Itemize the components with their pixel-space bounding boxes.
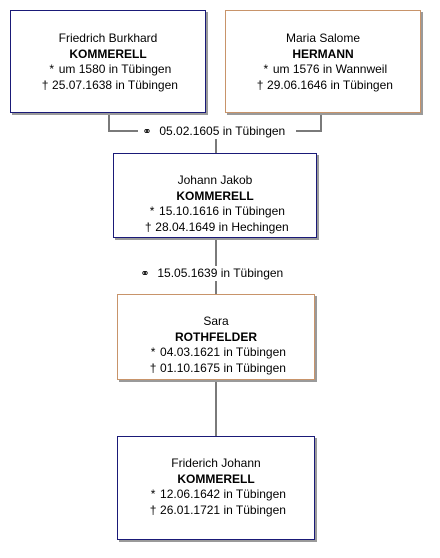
death-line — [114, 220, 316, 236]
connector-p1-down — [108, 113, 110, 131]
birth-line — [114, 204, 316, 220]
connector-to-p3 — [215, 137, 217, 153]
surname: KOMMERELL — [176, 188, 254, 203]
birth-date-place: um 1580 in Tübingen — [58, 62, 172, 76]
death-cross-icon: † — [149, 502, 157, 517]
connector-p4-p5 — [215, 380, 217, 436]
birth-line — [226, 62, 420, 78]
birth-symbol-icon: * — [49, 62, 55, 76]
surname: KOMMERELL — [69, 46, 147, 61]
marriage-date-place: 05.02.1605 in Tübingen — [159, 124, 286, 138]
death-date-place: 25.07.1638 in Tübingen — [52, 77, 178, 92]
death-cross-icon: † — [149, 360, 157, 375]
death-cross-icon: † — [256, 77, 264, 92]
connector-p2-down — [320, 113, 322, 131]
birth-symbol-icon: * — [263, 62, 269, 76]
given-name: Friderich Johann — [171, 456, 261, 470]
person-card-maria-salome[interactable] — [225, 10, 421, 113]
death-date-place: 01.10.1675 in Tübingen — [160, 360, 286, 375]
given-name: Sara — [203, 314, 229, 328]
death-date-place: 29.06.1646 in Tübingen — [267, 77, 393, 92]
given-name: Friedrich Burkhard — [58, 31, 158, 45]
birth-line — [118, 487, 314, 503]
surname: ROTHFELDER — [175, 329, 257, 344]
marriage-rings-icon: ⚭ — [140, 268, 150, 280]
marriage-rings-icon: ⚭ — [142, 126, 152, 138]
death-date-place: 28.04.1649 in Hechingen — [155, 219, 289, 234]
death-line — [226, 78, 420, 94]
death-line — [11, 78, 205, 94]
marriage-date-place: 15.05.1639 in Tübingen — [157, 266, 284, 280]
death-line — [118, 361, 314, 377]
birth-date-place: 12.06.1642 in Tübingen — [160, 487, 286, 501]
birth-date-place: 04.03.1621 in Tübingen — [160, 345, 286, 359]
death-cross-icon: † — [144, 219, 152, 234]
birth-date-place: 15.10.1616 in Tübingen — [159, 204, 285, 218]
connector-p1-bottom — [108, 130, 138, 132]
birth-line — [118, 345, 314, 361]
marriage-label-1 — [138, 124, 285, 139]
birth-date-place: um 1576 in Wannweil — [272, 62, 388, 76]
connector-p2-bottom — [296, 130, 322, 132]
birth-symbol-icon: * — [149, 204, 155, 218]
death-line — [118, 503, 314, 519]
person-card-friderich-johann[interactable] — [117, 436, 315, 540]
given-name: Johann Jakob — [177, 173, 253, 187]
birth-symbol-icon: * — [150, 487, 156, 501]
given-name: Maria Salome — [285, 31, 361, 45]
death-date-place: 26.01.1721 in Tübingen — [160, 502, 286, 517]
birth-symbol-icon: * — [150, 345, 156, 359]
surname: HERMANN — [292, 46, 354, 61]
person-card-friedrich-burkhard[interactable] — [10, 10, 206, 113]
birth-line — [11, 62, 205, 78]
death-cross-icon: † — [41, 77, 49, 92]
surname: KOMMERELL — [177, 471, 255, 486]
person-card-johann-jakob[interactable] — [113, 153, 317, 238]
marriage-label-2 — [136, 266, 283, 281]
person-card-sara[interactable] — [117, 294, 315, 380]
